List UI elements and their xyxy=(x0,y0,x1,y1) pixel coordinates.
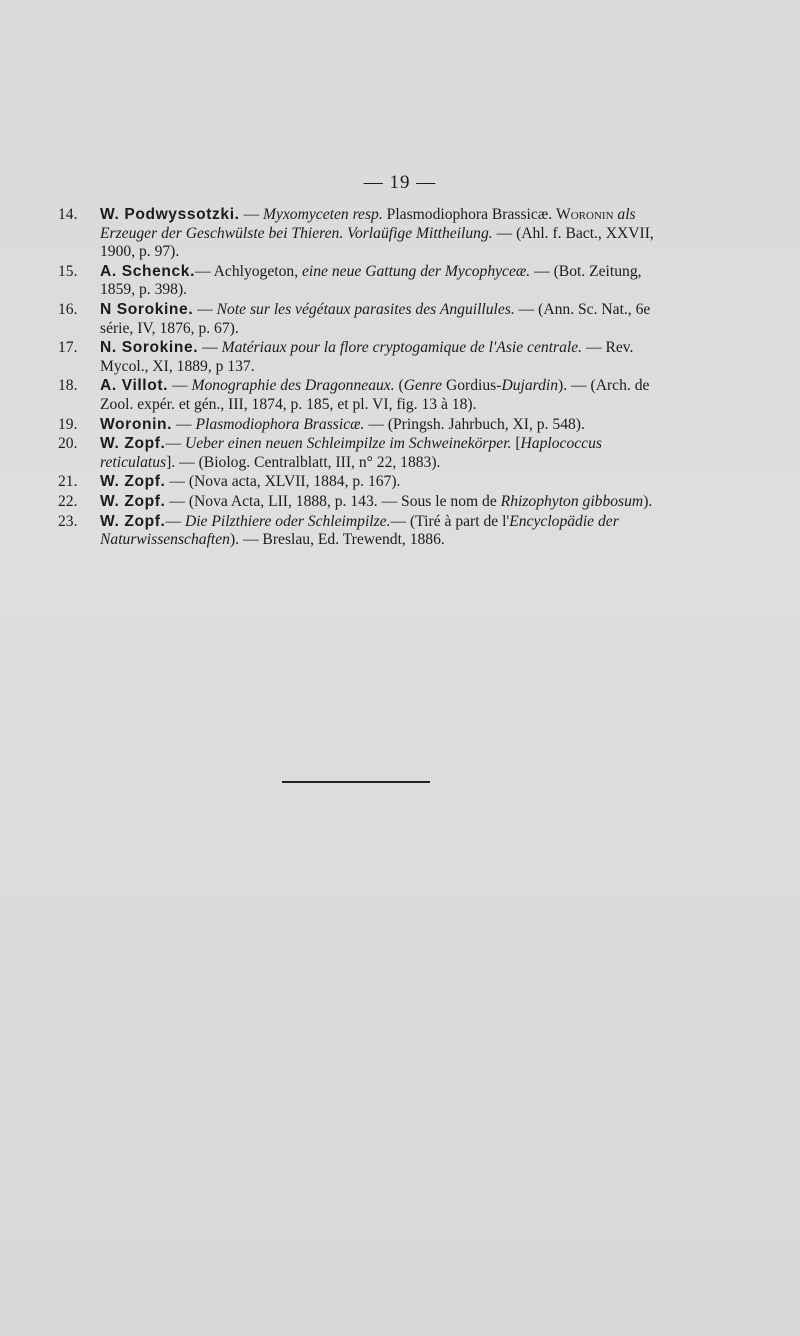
reference-segment: [ xyxy=(511,435,521,453)
reference-item xyxy=(58,493,658,512)
reference-number: 17. xyxy=(58,339,78,357)
page-number: — 19 — xyxy=(363,172,437,193)
reference-text xyxy=(100,513,619,549)
reference-segment: Matériaux pour la flore cryptogamique de l'Asie centrale. xyxy=(221,339,583,357)
reference-segment: Genre xyxy=(403,377,443,395)
reference-segment: Plasmodiophora Brassicæ. xyxy=(382,206,557,223)
reference-text xyxy=(100,206,654,260)
reference-author: N. Sorokine. xyxy=(100,339,199,357)
reference-segment: Myxomyceten resp. xyxy=(262,206,383,223)
reference-number: 16. xyxy=(58,300,78,318)
reference-text xyxy=(100,493,652,510)
reference-item xyxy=(58,206,658,262)
reference-item xyxy=(58,377,658,414)
reference-segment: — xyxy=(193,300,217,318)
reference-segment: — xyxy=(168,377,192,395)
reference-author: W. Zopf. xyxy=(100,512,166,530)
reference-number: 15. xyxy=(58,262,78,280)
reference-number: 21. xyxy=(58,473,78,491)
reference-segment: — xyxy=(198,339,222,357)
reference-segment: — Rev. Mycol., XI, 1889, p 137. xyxy=(100,339,634,375)
reference-segment: ( xyxy=(394,377,404,395)
reference-number: 22. xyxy=(58,492,78,510)
reference-segment: — xyxy=(239,206,263,223)
reference-segment: — (Bot. Zeitung, 1859, p. 398). xyxy=(100,262,642,299)
reference-segment: — xyxy=(172,415,196,433)
reference-segment: Plasmodiophora Brassicæ. xyxy=(195,415,365,433)
reference-segment: — (Ahl. f. Bact., XXVII, 1900, p. 97). xyxy=(100,224,654,261)
reference-segment: Haplococcus reticulatus xyxy=(100,435,602,471)
reference-segment: Ueber einen neuen Schleimpilze im Schweinekörper. xyxy=(184,435,512,453)
reference-segment: Woronin xyxy=(556,206,614,223)
reference-segment: Encyclopädie der Naturwissenschaften xyxy=(100,512,619,549)
reference-segment: — xyxy=(165,435,185,453)
reference-number: 14. xyxy=(58,206,78,223)
reference-text xyxy=(100,263,642,299)
reference-text xyxy=(100,377,649,413)
reference-segment: — (Nova Acta, LII, 1888, p. 143. — Sous le nom de xyxy=(165,492,501,510)
reference-item xyxy=(58,263,658,300)
reference-segment: — xyxy=(165,512,185,530)
reference-segment: Monographie des Dragonneaux. xyxy=(191,377,395,395)
reference-item xyxy=(58,513,658,550)
reference-segment: — (Nova acta, XLVII, 1884, p. 167). xyxy=(165,473,401,491)
reference-author: W. Zopf. xyxy=(100,473,166,491)
reference-text xyxy=(100,435,602,471)
reference-number: 18. xyxy=(58,377,78,395)
reference-number: 20. xyxy=(58,435,78,453)
reference-text xyxy=(100,339,633,375)
reference-segment: ). — Breslau, Ed. Trewendt, 1886. xyxy=(229,531,445,549)
reference-segment: als Erzeuger der Geschwülste bei Thieren. Vorlaüfige Mittheilung. xyxy=(100,206,636,242)
reference-number: 23. xyxy=(58,512,78,530)
reference-item xyxy=(58,416,658,435)
reference-segment: ). — (Arch. de Zool. expér. et gén., III, 1874, p. 185, et pl. VI, fig. 13 à 18). xyxy=(100,377,650,413)
reference-segment: — (Tiré à part de l' xyxy=(390,512,510,530)
reference-segment: Dujardin xyxy=(501,377,559,395)
reference-text xyxy=(100,301,650,337)
reference-author: Woronin. xyxy=(100,415,173,433)
reference-segment: — (Ann. Sc. Nat., 6e série, IV, 1876, p. 67). xyxy=(100,300,651,337)
reference-text xyxy=(100,473,400,490)
reference-item xyxy=(58,435,658,472)
reference-segment: ]. — (Biolog. Centralblatt, III, n° 22, 1883). xyxy=(166,453,441,471)
end-rule xyxy=(282,781,430,783)
reference-list xyxy=(58,206,658,551)
reference-segment: — (Pringsh. Jahrbuch, XI, p. 548). xyxy=(364,415,585,433)
reference-text xyxy=(100,416,585,433)
reference-number: 19. xyxy=(58,415,78,433)
reference-item xyxy=(58,339,658,376)
reference-segment: — Achlyogeton, xyxy=(195,262,302,280)
reference-author: W. Podwyssotzki. xyxy=(100,206,240,223)
reference-segment: ). xyxy=(643,492,653,510)
reference-author: A. Schenck. xyxy=(100,262,196,280)
reference-author: W. Zopf. xyxy=(100,435,166,453)
reference-segment: Note sur les végétaux parasites des Anguillules. xyxy=(216,300,515,318)
reference-segment: Gordius- xyxy=(442,377,502,395)
reference-author: A. Villot. xyxy=(100,377,169,395)
reference-segment: eine neue Gattung der Mycophyceæ. xyxy=(302,262,531,280)
reference-item xyxy=(58,301,658,338)
reference-segment: Rhizophyton gibbosum xyxy=(500,492,644,510)
reference-segment: Die Pilzthiere oder Schleimpilze. xyxy=(184,512,391,530)
reference-author: N Sorokine. xyxy=(100,300,194,318)
reference-item xyxy=(58,473,658,492)
reference-author: W. Zopf. xyxy=(100,492,166,510)
